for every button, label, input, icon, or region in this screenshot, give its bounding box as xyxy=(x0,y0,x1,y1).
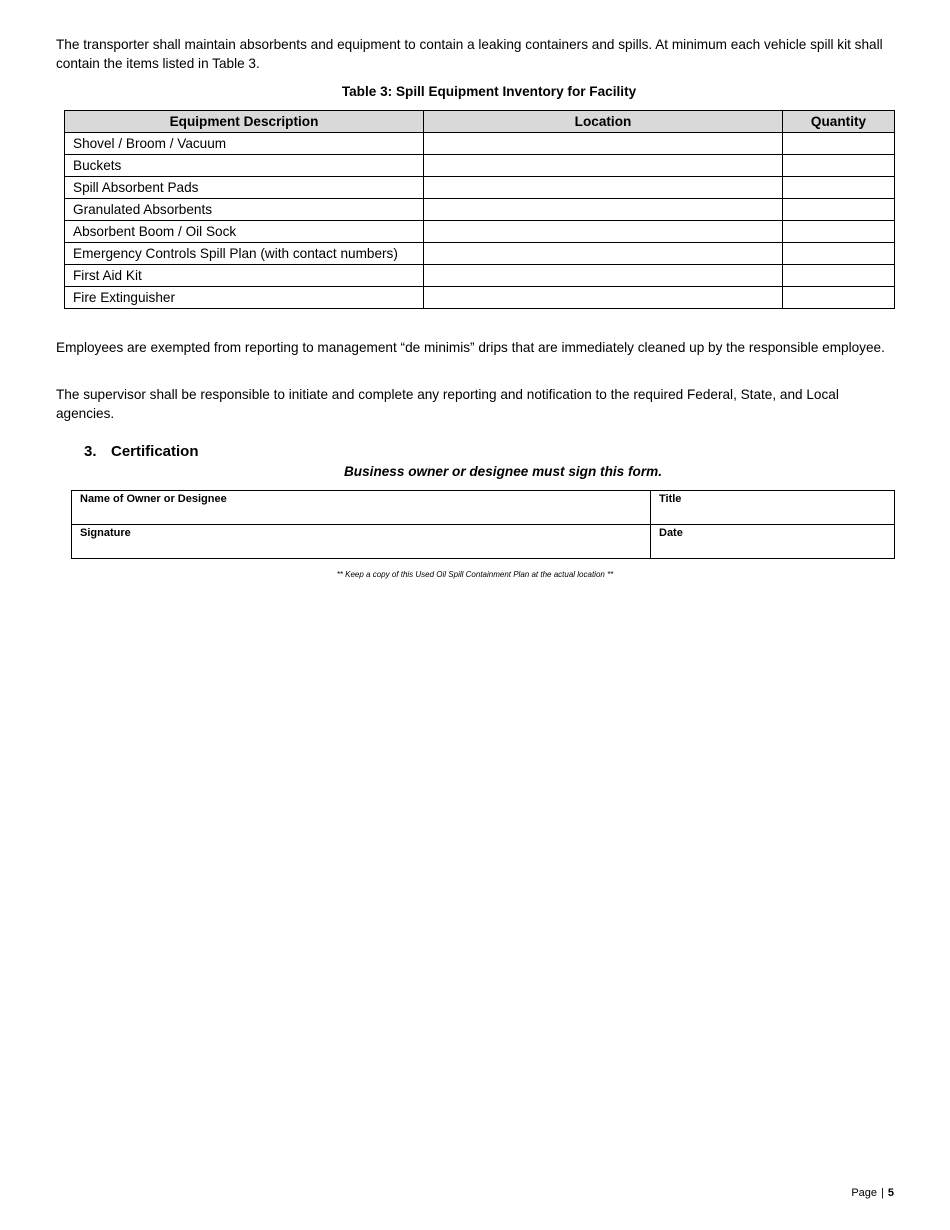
table-row xyxy=(65,155,895,177)
quantity-cell[interactable] xyxy=(783,265,895,287)
location-cell[interactable] xyxy=(424,177,783,199)
owner-name-label: Name of Owner or Designee xyxy=(80,493,227,505)
certification-heading xyxy=(84,442,199,462)
equipment-description-cell: Spill Absorbent Pads xyxy=(65,177,424,199)
column-header-quantity: Quantity xyxy=(783,111,895,133)
certification-row xyxy=(72,491,895,525)
column-header-equipment-description: Equipment Description xyxy=(65,111,424,133)
quantity-cell[interactable] xyxy=(783,243,895,265)
section-number: 3. xyxy=(84,443,97,460)
section-title: Certification xyxy=(111,443,199,460)
intro-paragraph: The transporter shall maintain absorbents and equipment to contain a leaking containers and spills. At minimum each vehicle spill kit shall contain the items listed in Table 3. xyxy=(56,37,883,71)
table-row xyxy=(65,199,895,221)
date-field[interactable] xyxy=(651,525,895,559)
spill-equipment-table xyxy=(64,110,895,309)
table-row xyxy=(65,243,895,265)
quantity-cell[interactable] xyxy=(783,177,895,199)
location-cell[interactable] xyxy=(424,199,783,221)
location-cell[interactable] xyxy=(424,265,783,287)
signature-instruction: Business owner or designee must sign this form. xyxy=(343,464,662,479)
owner-name-field[interactable] xyxy=(72,491,651,525)
equipment-description-cell: Absorbent Boom / Oil Sock xyxy=(65,221,424,243)
signature-field[interactable] xyxy=(72,525,651,559)
table-row xyxy=(65,221,895,243)
quantity-cell[interactable] xyxy=(783,199,895,221)
table-row xyxy=(65,133,895,155)
column-header-location: Location xyxy=(424,111,783,133)
equipment-description-cell: Emergency Controls Spill Plan (with contact numbers) xyxy=(65,243,424,265)
equipment-description-cell: First Aid Kit xyxy=(65,265,424,287)
quantity-cell[interactable] xyxy=(783,155,895,177)
employees-exemption-paragraph: Employees are exempted from reporting to management “de minimis” drips that are immediately cleaned up by the responsible employee. xyxy=(56,340,885,355)
quantity-cell[interactable] xyxy=(783,133,895,155)
location-cell[interactable] xyxy=(424,221,783,243)
page-separator: | xyxy=(881,1187,884,1199)
location-cell[interactable] xyxy=(424,133,783,155)
table-caption: Table 3: Spill Equipment Inventory for Facility xyxy=(341,84,637,99)
retention-footnote: ** Keep a copy of this Used Oil Spill Containment Plan at the actual location ** xyxy=(336,570,614,579)
location-cell[interactable] xyxy=(424,243,783,265)
equipment-description-cell: Fire Extinguisher xyxy=(65,287,424,309)
certification-row xyxy=(72,525,895,559)
equipment-description-cell: Granulated Absorbents xyxy=(65,199,424,221)
date-label: Date xyxy=(659,527,683,539)
title-label: Title xyxy=(659,493,682,505)
equipment-description-cell: Shovel / Broom / Vacuum xyxy=(65,133,424,155)
title-field[interactable] xyxy=(651,491,895,525)
table-header-row xyxy=(65,111,895,133)
quantity-cell[interactable] xyxy=(783,287,895,309)
table-row xyxy=(65,177,895,199)
location-cell[interactable] xyxy=(424,155,783,177)
supervisor-paragraph: The supervisor shall be responsible to initiate and complete any reporting and notification to the required Federal, State, and Local agencies. xyxy=(56,387,839,421)
table-row xyxy=(65,265,895,287)
signature-label: Signature xyxy=(80,527,131,539)
page-footer xyxy=(851,1185,894,1201)
page-label: Page xyxy=(851,1187,878,1199)
table-row xyxy=(65,287,895,309)
certification-form xyxy=(71,490,895,559)
equipment-description-cell: Buckets xyxy=(65,155,424,177)
location-cell[interactable] xyxy=(424,287,783,309)
quantity-cell[interactable] xyxy=(783,221,895,243)
page-number: 5 xyxy=(887,1187,894,1199)
